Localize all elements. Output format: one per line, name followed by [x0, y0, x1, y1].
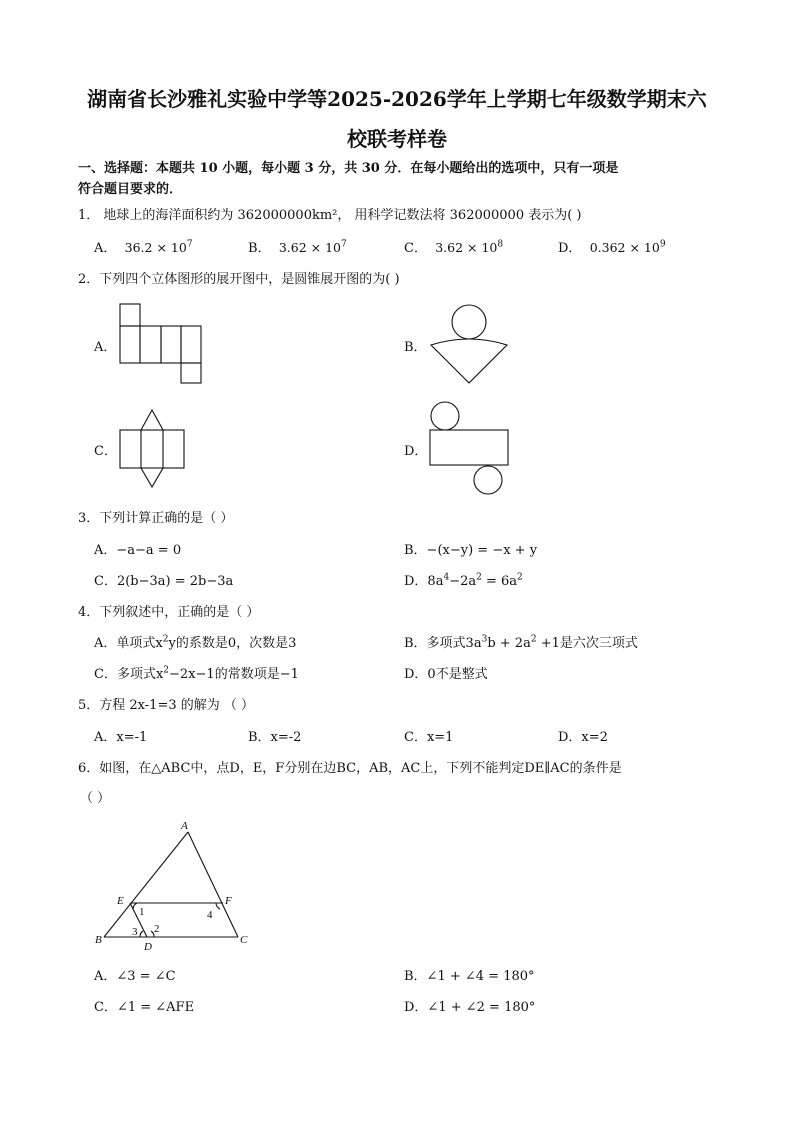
q5-stem: 5．方程 2x-1=3 的解为 （ ）	[78, 698, 255, 713]
q5-option-d: D．x=2	[558, 730, 608, 745]
q5-option-c: C．x=1	[404, 730, 454, 745]
q6-stem: 6．如图，在△ABC中，点D，E，F分别在边BC，AB，AC上，下列不能判定DE∥AC的条件是	[78, 761, 622, 776]
q1-option-c: C． $3.62 \times 10^8$	[404, 239, 504, 256]
q3-option-a: A．−a−a = 0	[94, 543, 182, 558]
q1-option-a: A． $36.2 \times 10^7$	[94, 239, 193, 256]
section-heading-line2: 符合题目要求的．	[78, 182, 183, 197]
q2-option-a-label: A．	[94, 340, 117, 355]
q6-stem-line2: （ ）	[80, 791, 111, 806]
q6-label-a: A	[181, 820, 188, 832]
q6-label-f: F	[225, 895, 232, 907]
q3-option-c: C．2(b−3a) = 2b−3a	[94, 574, 234, 589]
q2-option-d-label: D．	[404, 444, 428, 459]
q2-stem: 2．下列四个立体图形的展开图中，是圆锥展开图的为( )	[78, 272, 400, 287]
q1-stem: 1． 地球上的海洋面积约为 362000000km²， 用科学记数法将 362000000 表示为( )	[78, 208, 582, 223]
q6-label-c: C	[240, 934, 248, 946]
q4-option-b: B．多项式$3a^3b + 2a^2 +1$是六次三项式	[404, 634, 638, 651]
q4-option-d: D．0不是整式	[404, 667, 488, 682]
q6-angle-4: 4	[207, 909, 213, 921]
section-heading: 一、选择题：本题共 10 小题，每小题 3 分，共 30 分．在每小题给出的选项中，只有一项是	[78, 161, 619, 176]
q6-option-a: A．∠3 = ∠C	[94, 969, 176, 984]
q3-option-b: B．−(x−y) = −x + y	[404, 543, 538, 558]
q6-label-b: B	[95, 934, 102, 946]
q4-option-c: C．多项式$x^2-2x-1$的常数项是−1	[94, 665, 299, 682]
q6-option-d: D．∠1 + ∠2 = 180°	[404, 1000, 536, 1015]
page-title-line2: 校联考样卷	[347, 127, 447, 151]
page-title: 湖南省长沙雅礼实验中学等2025-2026学年上学期七年级数学期末六	[87, 87, 707, 111]
q2-option-b-label: B．	[404, 340, 427, 355]
q6-option-b: B．∠1 + ∠4 = 180°	[404, 969, 535, 984]
q6-label-d: D	[144, 941, 152, 953]
q6-angle-1: 1	[139, 906, 145, 918]
q2-option-c-label: C．	[94, 444, 117, 459]
q1-option-d: D． $0.362 \times 10^9$	[558, 239, 666, 256]
q5-option-b: B．x=-2	[248, 730, 302, 745]
q3-option-d: D．$8a^4-2a^2 = 6a^2$	[404, 572, 523, 589]
q3-stem: 3．下列计算正确的是（ ）	[78, 511, 234, 526]
q4-option-a: A．单项式$x^2y$的系数是0，次数是3	[94, 634, 297, 651]
q5-option-a: A．x=-1	[94, 730, 148, 745]
q6-option-c: C．∠1 = ∠AFE	[94, 1000, 195, 1015]
q6-angle-2: 2	[154, 923, 160, 935]
q1-option-b: B． $3.62 \times 10^7$	[248, 239, 347, 256]
q4-stem: 4．下列叙述中，正确的是（ ）	[78, 605, 260, 620]
q6-label-e: E	[117, 895, 124, 907]
q6-angle-3: 3	[132, 926, 138, 938]
